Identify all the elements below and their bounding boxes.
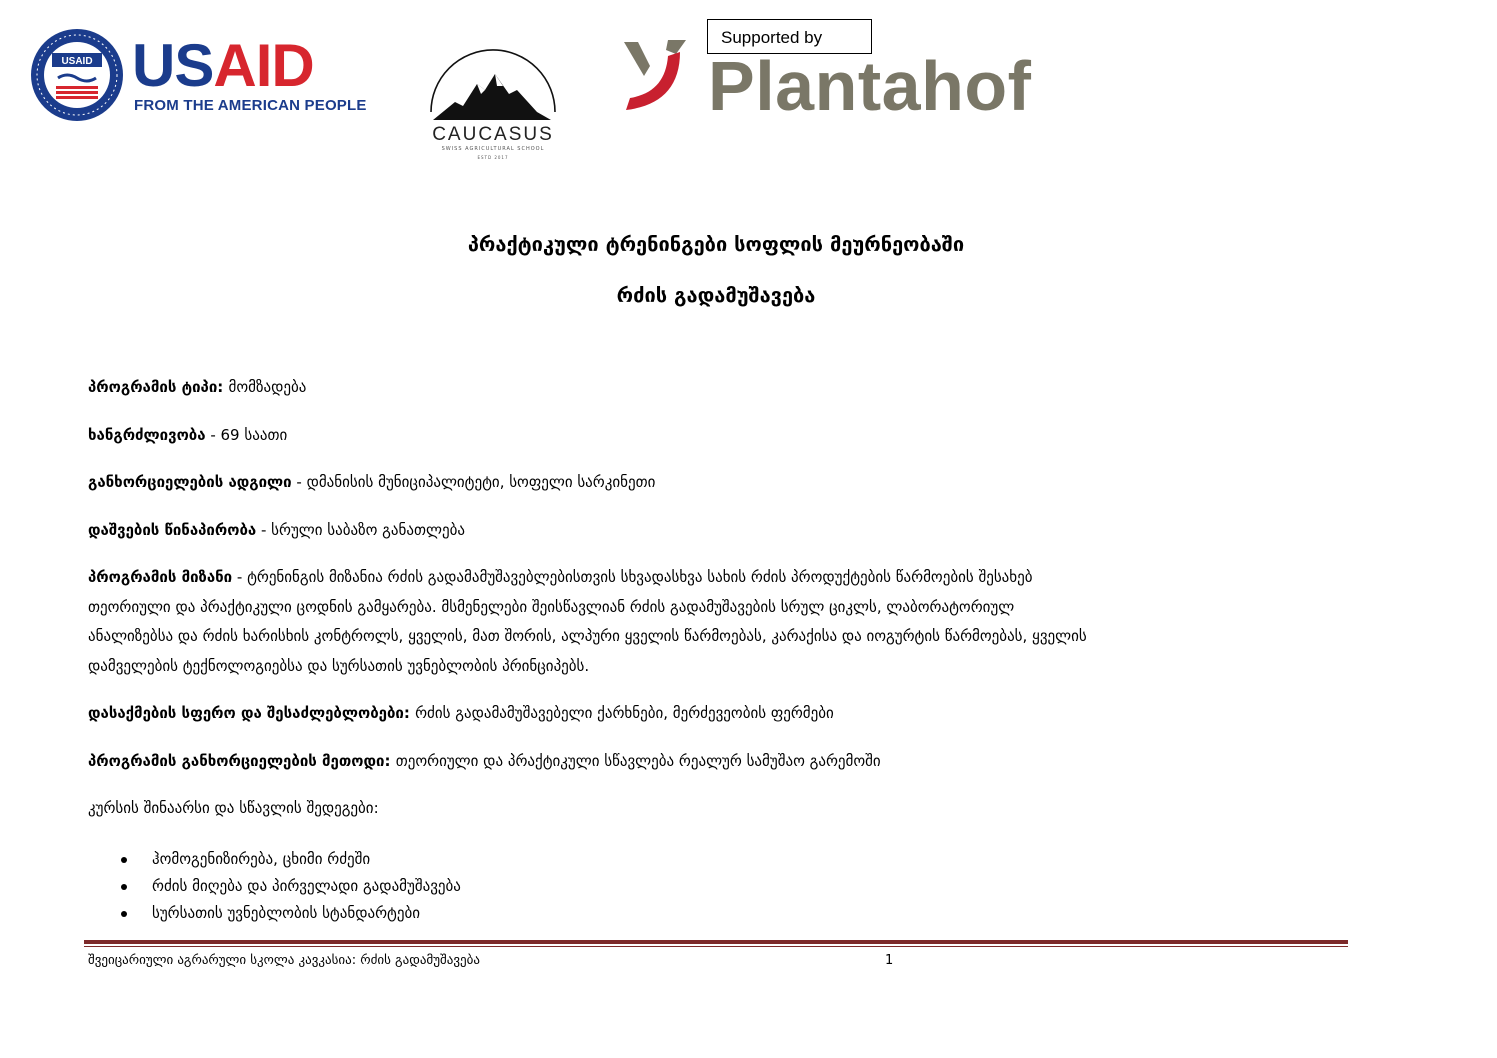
field-value: თეორიული და პრაქტიკული სწავლება რეალურ სამუშაო გარემოში [395, 752, 881, 770]
bullet-icon [121, 911, 127, 917]
document-title: პრაქტიკული ტრენინგები სოფლის მეურნეობაში [467, 232, 965, 256]
field-value: რძის გადამამუშავებელი ქარხნები, მერძევეობის ფერმები [415, 704, 834, 722]
goal-line-2: თეორიული და პრაქტიკული ცოდნის გამყარება. მსმენელები შეისწავლიან რძის გადამუშავების სრულ ციკლს, ლაბორატორიულ [88, 597, 1015, 616]
footer-text: შვეიცარიული აგრარული სკოლა კავკასია: რძის გადამუშავება [88, 953, 480, 968]
list-item: სურსათის უვნებლობის სტანდარტები [88, 900, 461, 927]
header-logos [0, 0, 1497, 180]
page-number: 1 [885, 953, 894, 968]
supported-by-box: Supported by [707, 19, 872, 54]
document-subtitle: რძის გადამუშავება [616, 283, 816, 307]
field-program-type: პროგრამის ტიპი: მომზადება [88, 378, 307, 396]
field-value: 69 საათი [220, 426, 288, 444]
field-method: პროგრამის განხორციელების მეთოდი: თეორიული და პრაქტიკული სწავლება რეალურ სამუშაო გარემოში [88, 752, 881, 770]
field-value: მომზადება [228, 378, 307, 396]
usaid-wordmark: USAID [132, 32, 314, 99]
field-label: განხორციელების ადგილი [88, 473, 292, 491]
field-label: პროგრამის ტიპი [88, 378, 218, 396]
list-item: რძის მიღება და პირველადი გადამუშავება [88, 873, 461, 900]
field-employment: დასაქმების სფერო და შესაძლებლობები: რძის გადამამუშავებელი ქარხნები, მერძევეობის ფერმები [88, 704, 834, 722]
footer-divider-thin [84, 946, 1348, 947]
field-label: ხანგრძლივობა [88, 426, 206, 444]
goal-line-4: დამველების ტექნოლოგიებსა და სურსათის უვნებლობის პრინციპებს. [88, 656, 590, 675]
field-label: დაშვების წინაპირობა [88, 521, 257, 539]
usaid-tagline: FROM THE AMERICAN PEOPLE [134, 97, 367, 114]
goal-line-3: ანალიზებსა და რძის ხარისხის კონტროლს, ყველის, მათ შორის, ალპური ყველის წარმოებას, კარაქისა და იოგურტის წარმოებას, ყველის [88, 627, 1087, 645]
field-location: განხორციელების ადგილი - დმანისის მუნიციპალიტეტი, სოფელი სარკინეთი [88, 473, 656, 491]
usaid-seal-text: USAID [61, 56, 93, 67]
footer-divider [84, 940, 1348, 944]
field-label: პროგრამის განხორციელების მეთოდი [88, 752, 385, 770]
field-duration: ხანგრძლივობა - 69 საათი [88, 426, 288, 444]
bullet-icon [121, 857, 127, 863]
plantahof-mark-icon [620, 36, 700, 112]
caucasus-subtitle: SWISS AGRICULTURAL SCHOOL [441, 146, 545, 152]
goal-label: პროგრამის მიზანი [88, 568, 233, 586]
usaid-seal-icon [30, 28, 124, 122]
field-label: დასაქმების სფერო და შესაძლებლობები [88, 704, 404, 722]
goal-line-1: პროგრამის მიზანი - ტრენინგის მიზანია რძის გადამამუშავებლებისთვის სხვადასხვა სახის რძის პროდუქტების წარმოების შესახებ [88, 568, 1033, 586]
caucasus-subtitle-2: ESTD 2017 [477, 155, 509, 160]
field-value: დმანისის მუნიციპალიტეტი, სოფელი სარკინეთი [306, 473, 656, 491]
bullet-icon [121, 884, 127, 890]
program-goal-paragraph [88, 563, 1338, 681]
field-value: სრული საბაზო განათლება [271, 521, 465, 539]
list-item: ჰომოგენიზირება, ცხიმი რძეში [88, 846, 461, 873]
plantahof-wordmark: Plantahof [708, 47, 1032, 125]
field-prerequisite: დაშვების წინაპირობა - სრული საბაზო განათლება [88, 521, 465, 539]
outcomes-list [88, 846, 461, 927]
caucasus-name: CAUCASUS [432, 124, 554, 145]
outcomes-heading: კურსის შინაარსი და სწავლის შედეგები: [88, 799, 379, 817]
